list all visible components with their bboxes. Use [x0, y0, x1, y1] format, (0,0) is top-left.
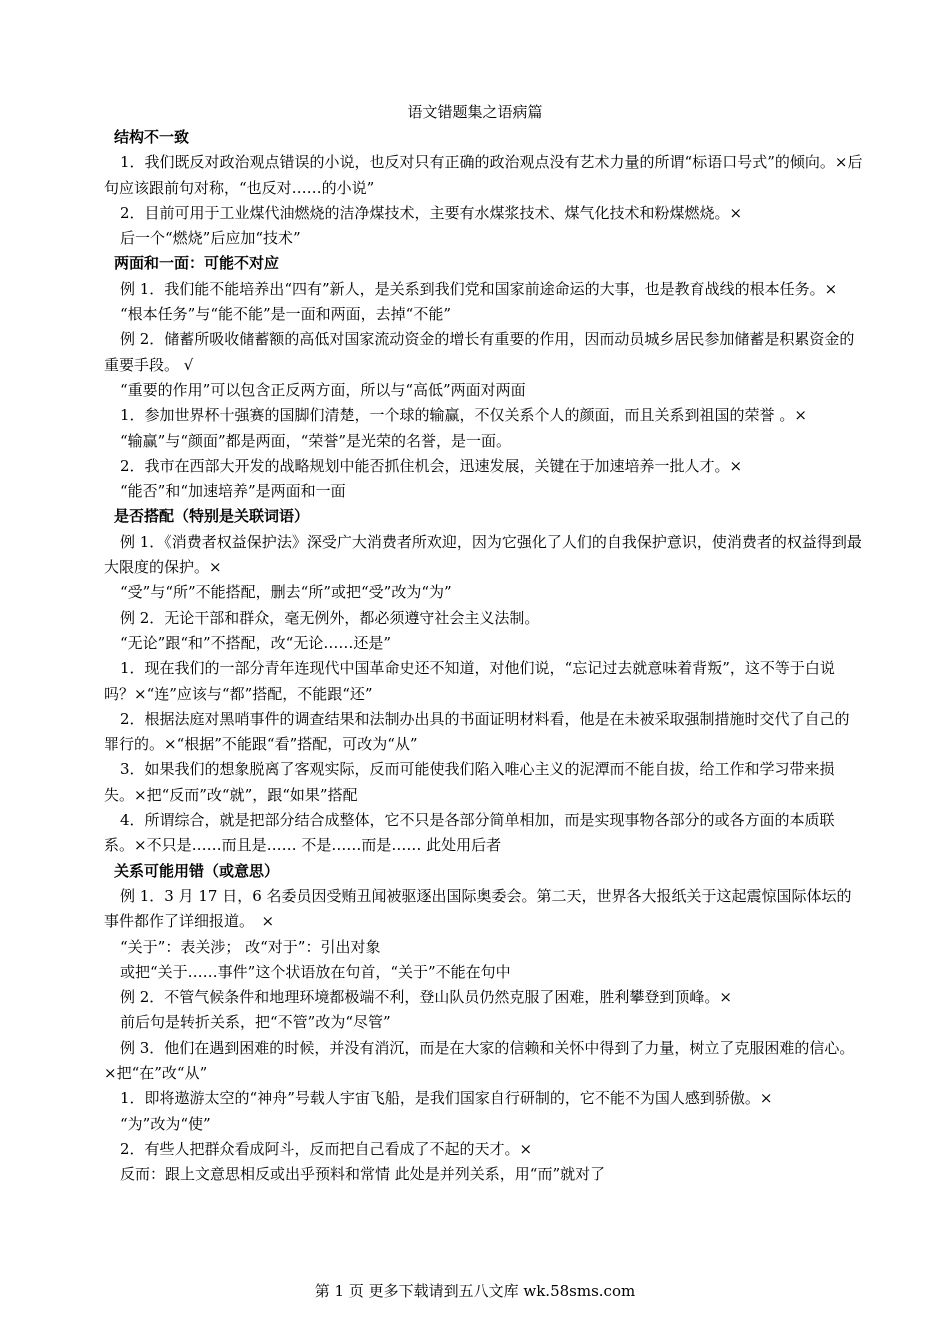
paragraph: “关于”：表关涉； 改“对于”：引出对象	[120, 937, 381, 956]
paragraph: “输赢”与“颜面”都是两面，“荣誉”是光荣的名誉，是一面。	[120, 431, 512, 450]
paragraph: 或把“关于……事件”这个状语放在句首，“关于”不能在句中	[120, 962, 511, 981]
paragraph: 1．我们既反对政治观点错误的小说，也反对只有正确的政治观点没有艺术力量的所谓“标语口号式”的倾向。×后句应该跟前句对称，“也反对……的小说”	[104, 153, 863, 197]
section-heading: 关系可能用错（或意思）	[114, 861, 280, 880]
paragraph: 例 2．储蓄所吸收储蓄额的高低对国家流动资金的增长有重要的作用，因而动员城乡居民参加储蓄是积累资金的重要手段。 √	[104, 330, 855, 374]
paragraph: 2．根据法庭对黑哨事件的调查结果和法制办出具的书面证明材料看，他是在未被采取强制措施时交代了自己的罪行的。×“根据”不能跟“看”搭配，可改为“从”	[104, 709, 850, 754]
paragraph: “受”与“所”不能搭配，删去“所”或把“受”改为“为”	[120, 583, 452, 602]
paragraph: 前后句是转折关系，把“不管”改为“尽管”	[120, 1013, 391, 1032]
paragraph: 例 1．3 月 17 日，6 名委员因受贿丑闻被驱逐出国际奥委会。第二天，世界各大报纸关于这起震惊国际体坛的事件都作了详细报道。 ×	[104, 886, 852, 931]
paragraph: 例 1．《消费者权益保护法》深受广大消费者所欢迎，因为它强化了人们的自我保护意识，使消费者的权益得到最大限度的保护。×	[104, 532, 862, 577]
paragraph: 1．参加世界杯十强赛的国脚们清楚，一个球的输赢，不仅关系个人的颜面，而且关系到祖国的荣誉 。×	[120, 406, 807, 425]
paragraph: 2．有些人把群众看成阿斗，反而把自己看成了不起的天才。×	[120, 1139, 533, 1158]
paragraph: 1．即将遨游太空的“神舟”号载人宇宙飞船，是我们国家自行研制的，它不能不为国人感到骄傲。×	[120, 1089, 773, 1108]
paragraph: “根本任务”与“能不能”是一面和两面，去掉“不能”	[120, 305, 452, 324]
section-heading: 两面和一面：可能不对应	[114, 254, 280, 273]
section-heading: 是否搭配（特别是关联词语）	[114, 507, 310, 526]
paragraph: 例 3．他们在遇到困难的时候，并没有消沉，而是在大家的信赖和关怀中得到了力量，树立了克服困难的信心。×把“在”改“从”	[104, 1038, 855, 1082]
paragraph: 例 2．无论干部和群众，毫无例外，都必须遵守社会主义法制。	[120, 608, 540, 627]
paragraph: 2．目前可用于工业煤代油燃烧的洁净煤技术，主要有水煤浆技术、煤气化技术和粉煤燃烧。×	[120, 203, 743, 222]
paragraph: 4．所谓综合，就是把部分结合成整体，它不只是各部分简单相加，而是实现事物各部分的或各方面的本质联系。×不只是……而且是…… 不是……而是…… 此处用后者	[104, 811, 835, 855]
document-body	[104, 125, 864, 1187]
paragraph: 反而：跟上文意思相反或出乎预料和常情 此处是并列关系，用“而”就对了	[120, 1165, 606, 1184]
paragraph: 1．现在我们的一部分青年连现代中国革命史还不知道，对他们说，“忘记过去就意味着背叛”，这不等于白说吗？×“连”应该与“都”搭配，不能跟“还”	[104, 659, 835, 703]
page-footer: 第 1 页 更多下载请到五八文库 wk.58sms.com	[314, 1282, 636, 1300]
paragraph: “重要的作用”可以包含正反两方面，所以与“高低”两面对两面	[120, 380, 526, 399]
paragraph: “无论”跟“和”不搭配，改“无论……还是”	[120, 633, 392, 652]
paragraph: 2．我市在西部大开发的战略规划中能否抓住机会，迅速发展，关键在于加速培养一批人才。×	[120, 456, 743, 475]
section-heading: 结构不一致	[114, 128, 190, 146]
paragraph: 例 2．不管气候条件和地理环境都极端不利，登山队员仍然克服了困难，胜利攀登到顶峰。×	[120, 988, 732, 1007]
document-title: 语文错题集之语病篇	[407, 103, 543, 121]
paragraph: “为”改为“使”	[120, 1114, 211, 1133]
paragraph: “能否”和“加速培养”是两面和一面	[120, 482, 346, 501]
paragraph: 后一个“燃烧”后应加“技术”	[120, 229, 301, 248]
paragraph: 3．如果我们的想象脱离了客观实际，反而可能使我们陷入唯心主义的泥潭而不能自拔，给工作和学习带来损失。×把“反而”改“就”，跟“如果”搭配	[104, 760, 835, 804]
paragraph: 例 1．我们能不能培养出“四有”新人，是关系到我们党和国家前途命运的大事，也是教育战线的根本任务。×	[120, 279, 838, 298]
